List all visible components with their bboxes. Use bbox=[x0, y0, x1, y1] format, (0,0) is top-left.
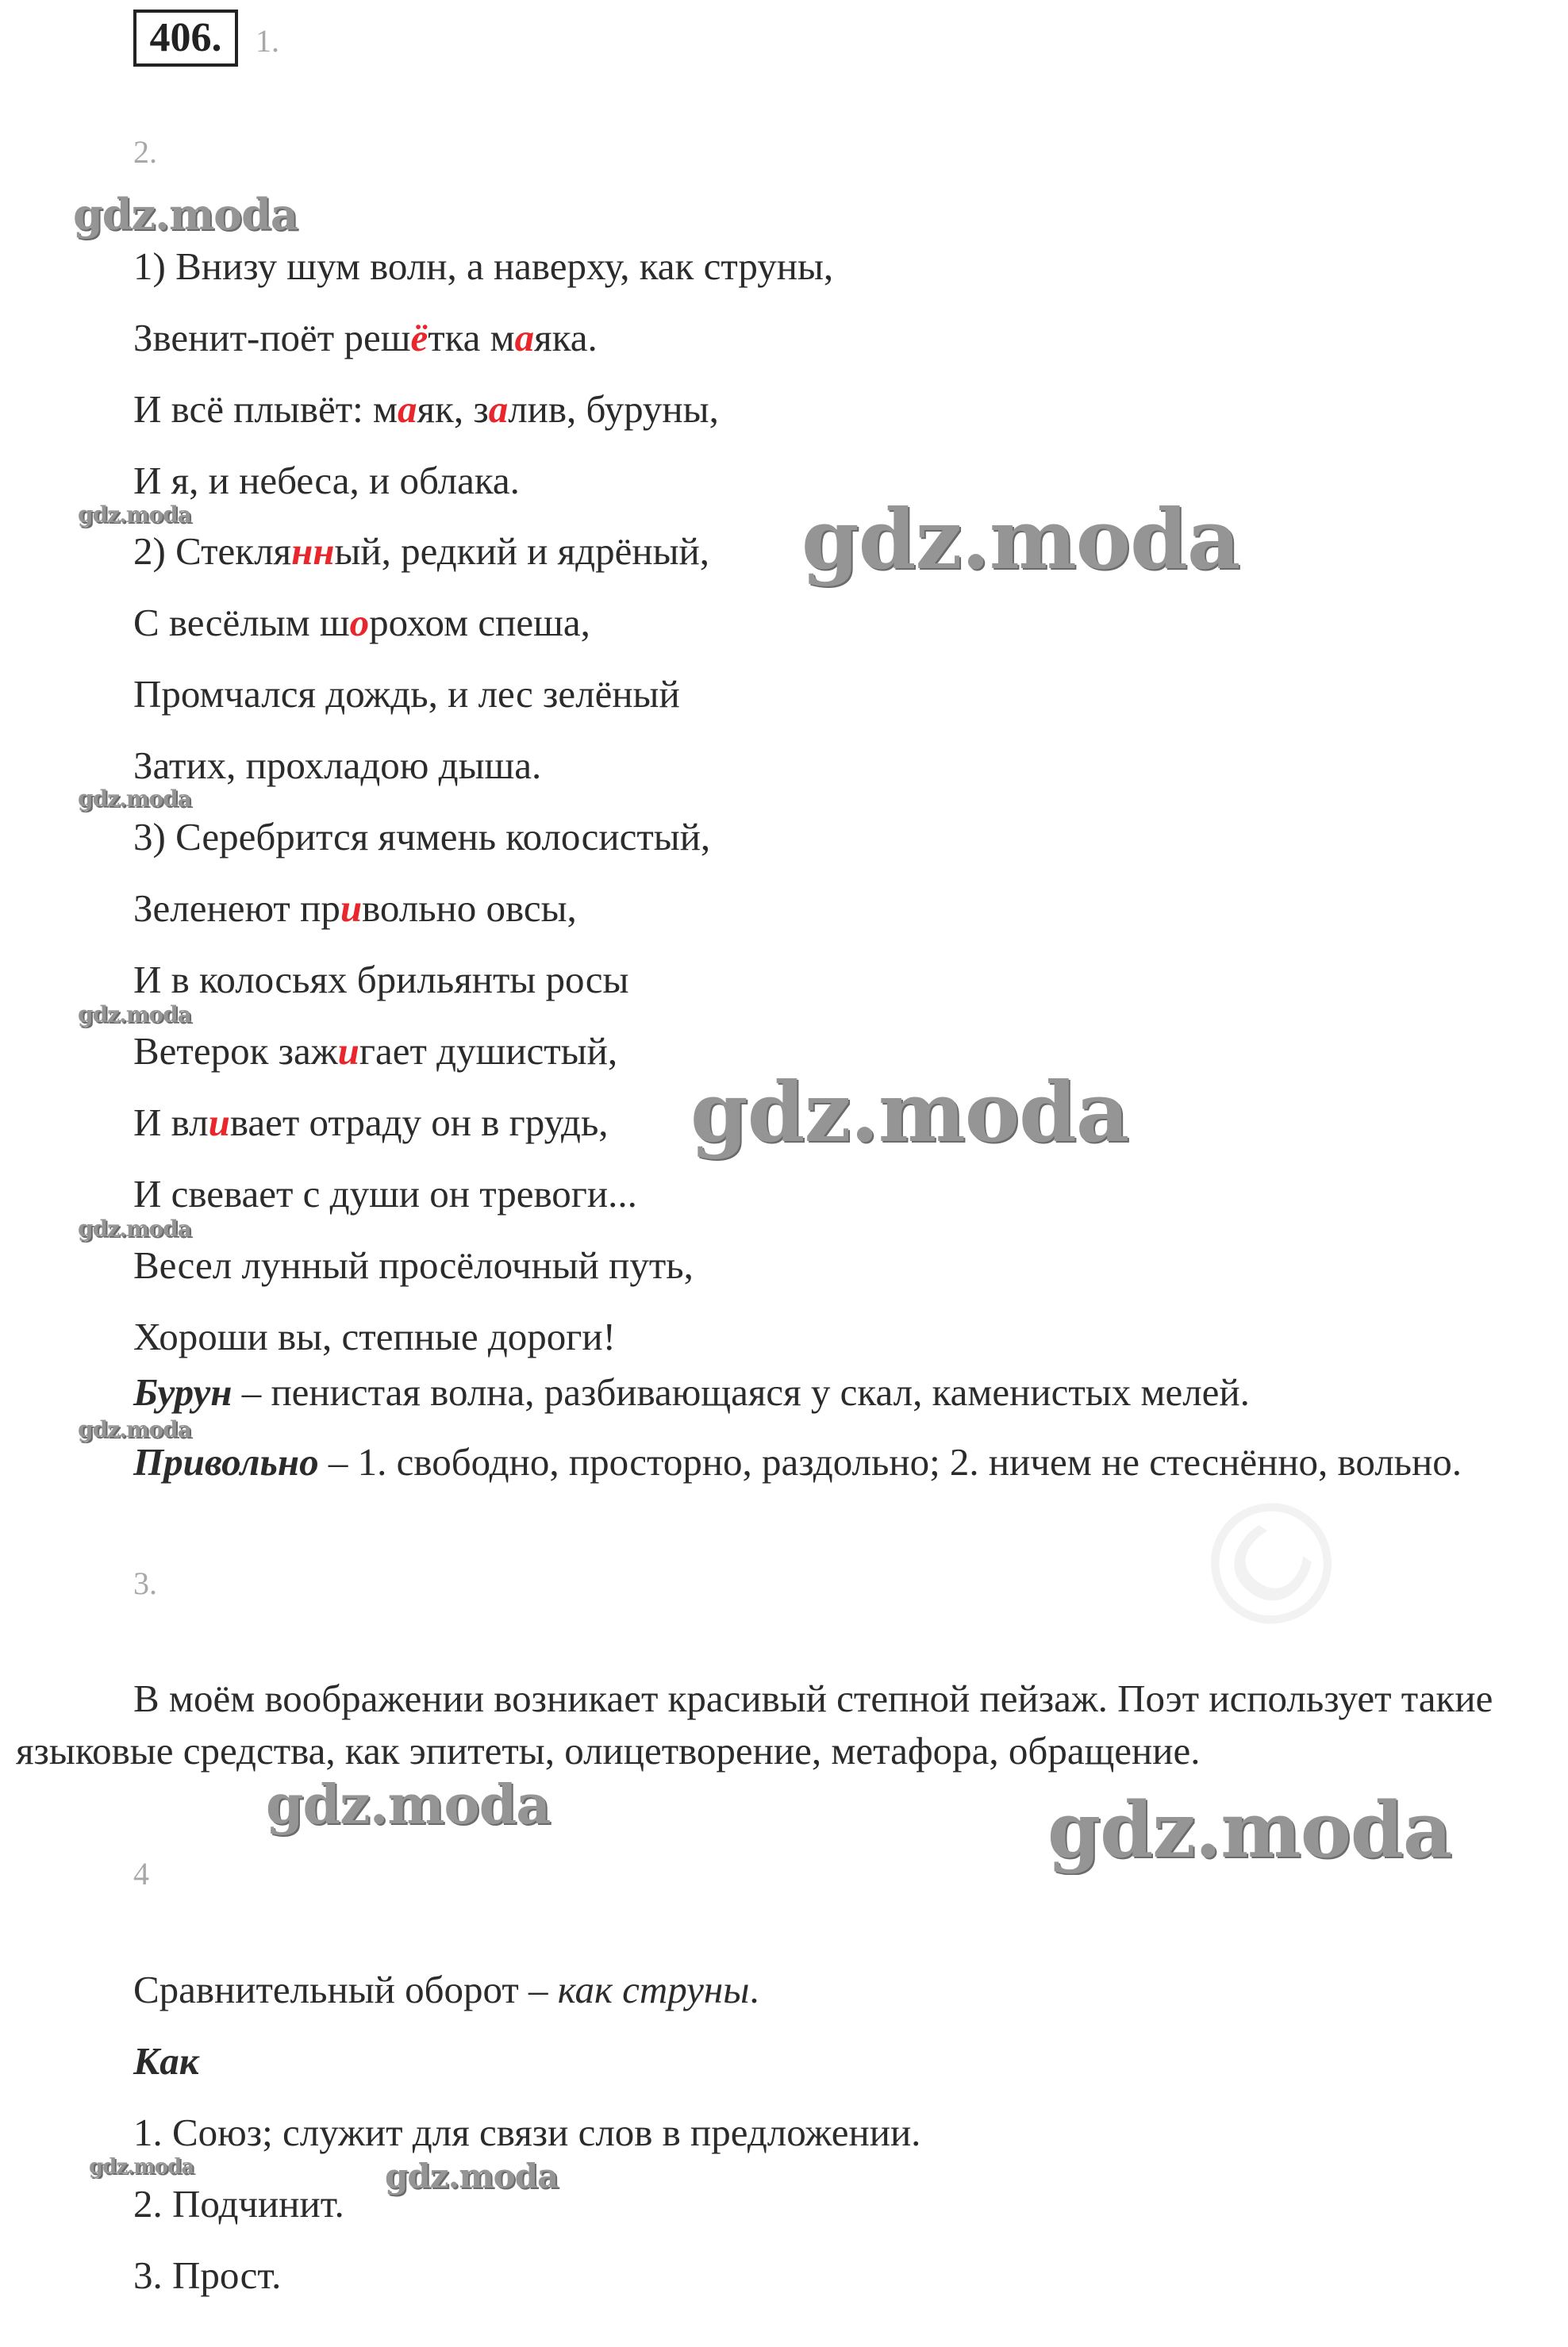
watermark-logo: gdz.moda bbox=[801, 490, 1240, 588]
answer-3-text: В моём воображении возникает красивый степной пейзаж. Поэт использует такие языковые средства, как эпитеты, олицетворение, метафора, обращение. bbox=[16, 1677, 1493, 1773]
poem3-line2: Зеленеют привольно овсы, bbox=[133, 886, 577, 930]
word-kak: Как bbox=[133, 2039, 199, 2083]
poem3-line4: Ветерок зажигает душистый, bbox=[133, 1029, 618, 1073]
poem1-line4: И я, и небеса, и облака. bbox=[133, 459, 520, 502]
watermark-logo: gdz.moda bbox=[78, 1416, 191, 1442]
task-number: 406. bbox=[133, 10, 238, 67]
parse-point-3: 3. Прост. bbox=[133, 2253, 282, 2297]
poem2-line4: Затих, прохладою дыша. bbox=[133, 743, 542, 787]
poem3-line5: И вливает отраду он в грудь, bbox=[133, 1101, 609, 1144]
poem1-line1: 1) Внизу шум волн, а наверху, как струны, bbox=[133, 244, 834, 288]
parse-point-2: 2. Подчинит. bbox=[133, 2182, 344, 2226]
poem2-line2: С весёлым шорохом спеша, bbox=[133, 601, 590, 644]
poem2-line1: 2) Стеклянный, редкий и ядрёный, bbox=[133, 529, 709, 573]
section-number-3: 3. bbox=[133, 1565, 157, 1601]
watermark-logo: gdz.moda bbox=[78, 501, 191, 528]
background-watermark: © bbox=[1146, 1441, 1401, 1689]
poem3-line3: И в колосьях брильянты росы bbox=[133, 958, 629, 1001]
poem1-line2: Звенит-поёт решётка маяка. bbox=[133, 316, 598, 359]
watermark-logo: gdz.moda bbox=[78, 1001, 191, 1028]
poem2-line3: Промчался дождь, и лес зелёный bbox=[133, 672, 680, 716]
watermark-logo: gdz.moda bbox=[78, 1216, 191, 1242]
poem3-line1: 3) Серебрится ячмень колосистый, bbox=[133, 815, 711, 859]
definition-privolno: Привольно – 1. свободно, просторно, раздольно; 2. ничем не стеснённо, вольно. bbox=[133, 1440, 1462, 1484]
watermark-logo: gdz.moda bbox=[89, 2155, 194, 2179]
watermark-logo: gdz.moda bbox=[266, 1773, 551, 1837]
parse-point-1: 1. Союз; служит для связи слов в предложении. bbox=[133, 2111, 921, 2154]
watermark-logo: gdz.moda bbox=[690, 1063, 1129, 1161]
poem3-line7: Весел лунный просёлочный путь, bbox=[133, 1243, 694, 1287]
section-number-4: 4 bbox=[133, 1856, 149, 1892]
watermark-logo: gdz.moda bbox=[73, 189, 298, 240]
poem3-line8: Хороши вы, степные дороги! bbox=[133, 1315, 616, 1358]
section-number-1: 1. bbox=[256, 23, 279, 59]
poem3-line6: И свевает с души он тревоги... bbox=[133, 1172, 637, 1216]
watermark-logo: gdz.moda bbox=[78, 786, 191, 812]
section-number-2: 2. bbox=[133, 134, 157, 170]
comparative-phrase: Сравнительный оборот – как струны. bbox=[133, 1968, 759, 2011]
watermark-logo: gdz.moda bbox=[1047, 1785, 1452, 1875]
definition-burun: Бурун – пенистая волна, разбивающаяся у скал, каменистых мелей. bbox=[133, 1370, 1250, 1414]
poem1-line3: И всё плывёт: маяк, залив, буруны, bbox=[133, 387, 719, 431]
watermark-logo: gdz.moda bbox=[385, 2157, 559, 2195]
